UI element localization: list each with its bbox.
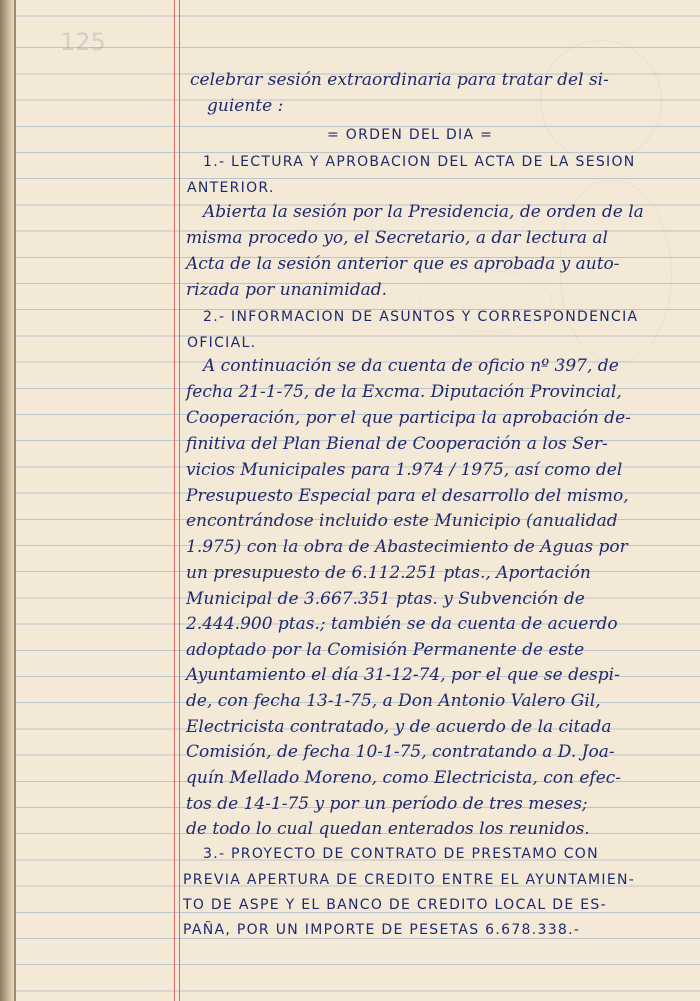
text-line: rizada por unanimidad.	[186, 280, 388, 300]
section-heading: = ORDEN DEL DIA =	[327, 127, 494, 143]
text-line: celebrar sesión extraordinaria para tratar del si-	[190, 70, 609, 90]
item-heading: 3.- PROYECTO DE CONTRATO DE PRESTAMO CON	[203, 846, 599, 862]
text-line: Ayuntamiento el día 31-12-74, por el que se despi-	[186, 665, 620, 685]
text-line: Municipal de 3.667.351 ptas. y Subvención de	[186, 589, 585, 609]
text-line: Abierta la sesión por la Presidencia, de orden de la	[203, 202, 644, 222]
item-heading: 1.- LECTURA Y APROBACION DEL ACTA DE LA SESION	[203, 154, 636, 170]
text-line: adoptado por la Comisión Permanente de este	[186, 640, 585, 660]
text-line: 2.444.900 ptas.; también se da cuenta de acuerdo	[186, 614, 618, 634]
text-line: Cooperación, por el que participa la aprobación de-	[186, 408, 631, 428]
item-heading: 2.- INFORMACION DE ASUNTOS Y CORRESPONDENCIA	[203, 309, 639, 325]
text-line: 1.975) con la obra de Abastecimiento de Aguas por	[186, 537, 628, 557]
item-heading: OFICIAL.	[187, 335, 257, 351]
text-line: tos de 14-1-75 y por un período de tres meses;	[186, 794, 588, 814]
item-heading: PAÑA, POR UN IMPORTE DE PESETAS 6.678.338.-	[183, 922, 581, 938]
text-line: quín Mellado Moreno, como Electricista, con efec-	[186, 768, 622, 788]
margin-line	[174, 0, 175, 1001]
text-line: Presupuesto Especial para el desarrollo del mismo,	[186, 486, 629, 506]
text-line: misma procedo yo, el Secretario, a dar lectura al	[186, 228, 608, 248]
text-line: de, con fecha 13-1-75, a Don Antonio Valero Gil,	[186, 691, 601, 711]
item-heading: TO DE ASPE Y EL BANCO DE CREDITO LOCAL DE ES-	[183, 897, 607, 913]
text-line: guiente :	[207, 96, 284, 116]
text-line: Acta de la sesión anterior que es aprobada y auto-	[186, 254, 620, 274]
text-line: vicios Municipales para 1.974 / 1975, así como del	[186, 460, 623, 480]
text-line: fecha 21-1-75, de la Excma. Diputación Provincial,	[186, 382, 622, 402]
item-heading: ANTERIOR.	[187, 180, 275, 196]
text-line: A continuación se da cuenta de oficio nº 397, de	[203, 356, 619, 376]
item-heading: PREVIA APERTURA DE CREDITO ENTRE EL AYUNTAMIEN-	[183, 872, 636, 888]
page-binding	[0, 0, 14, 1001]
page-edge	[14, 0, 16, 1001]
text-line: de todo lo cual quedan enterados los reunidos.	[186, 819, 590, 839]
text-line: finitiva del Plan Bienal de Cooperación a los Ser-	[186, 434, 608, 454]
page-number: 125	[60, 28, 106, 56]
text-line: Comisión, de fecha 10-1-75, contratando a D. Joa-	[186, 742, 615, 762]
text-line: encontrándose incluido este Municipio (anualidad	[186, 511, 618, 531]
show-through-mark	[540, 40, 662, 162]
text-line: un presupuesto de 6.112.251 ptas., Aportación	[186, 563, 591, 583]
margin-line	[179, 0, 180, 1001]
text-line: Electricista contratado, y de acuerdo de la citada	[186, 717, 612, 737]
